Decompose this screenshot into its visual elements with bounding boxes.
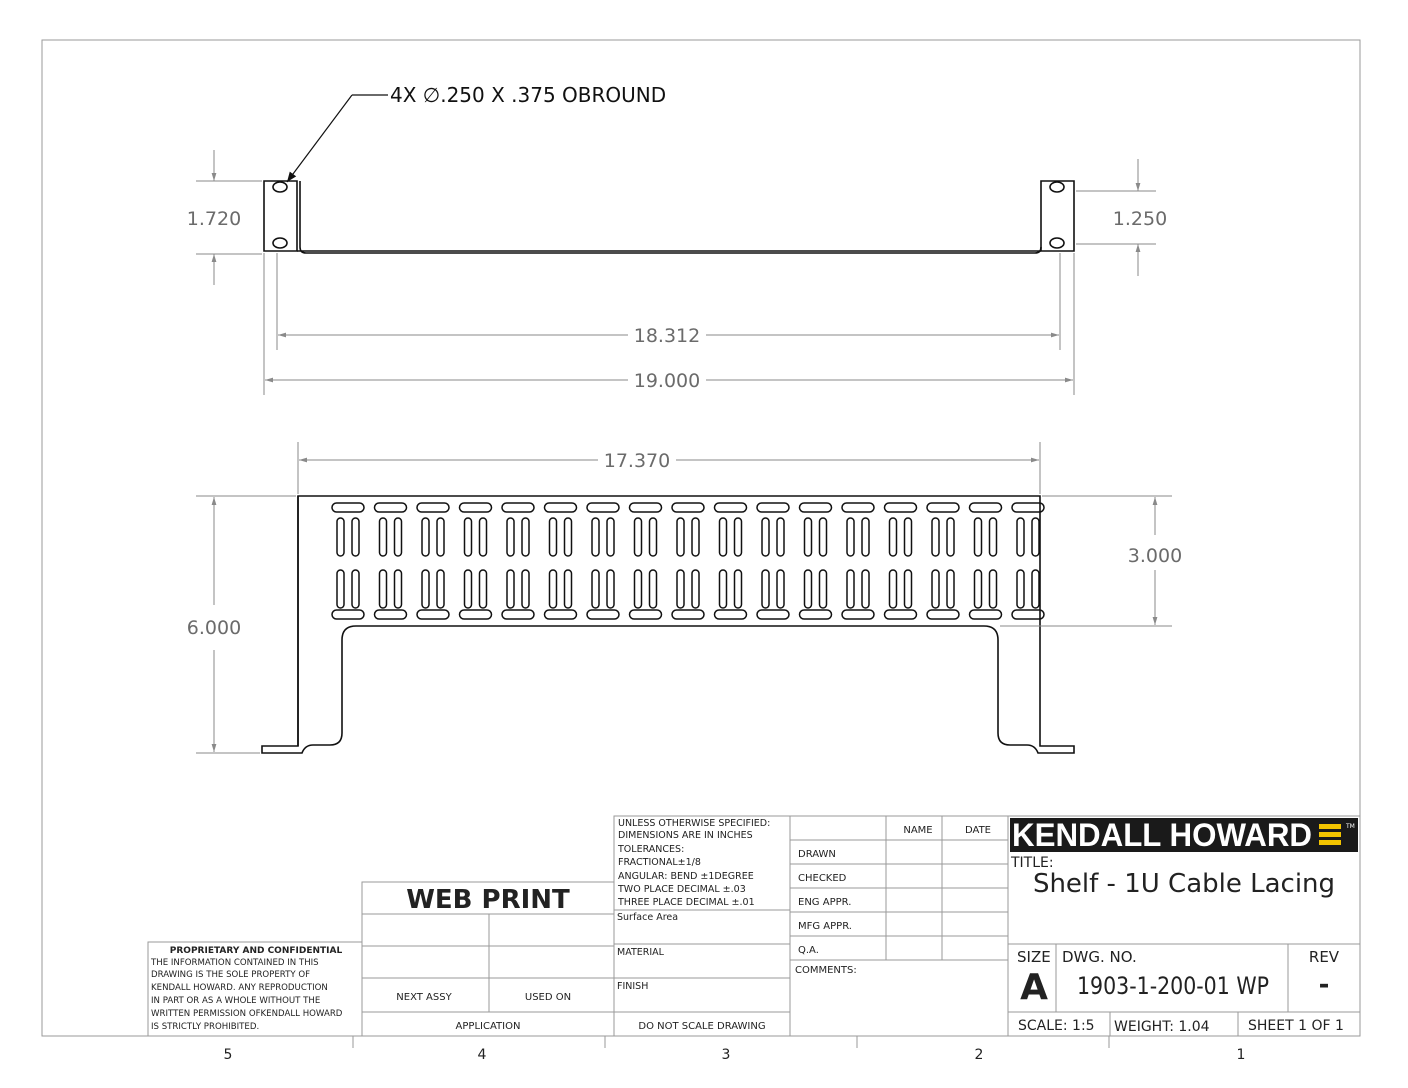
vertical-slot xyxy=(847,518,854,556)
vertical-slot xyxy=(437,570,444,608)
title-label: TITLE: xyxy=(1011,855,1054,871)
name-header: NAME xyxy=(903,825,933,836)
used-on-label: USED ON xyxy=(524,992,572,1003)
vertical-slot xyxy=(650,570,657,608)
vertical-slot xyxy=(550,518,557,556)
vertical-slot xyxy=(847,570,854,608)
horizontal-slot xyxy=(970,503,1002,512)
tolerance-line: UNLESS OTHERWISE SPECIFIED: xyxy=(618,818,771,829)
vertical-slot xyxy=(890,518,897,556)
company-name: KENDALL HOWARD xyxy=(1012,817,1312,853)
horizontal-slot xyxy=(715,503,747,512)
surface-area-label: Surface Area xyxy=(617,912,679,923)
horizontal-slot xyxy=(460,503,492,512)
horizontal-slot xyxy=(332,610,364,619)
proprietary-line: IS STRICTLY PROHIBITED. xyxy=(151,1022,260,1032)
vertical-slot xyxy=(975,518,982,556)
vertical-slot xyxy=(380,518,387,556)
vertical-slot xyxy=(862,518,869,556)
zone-label: 4 xyxy=(477,1047,487,1063)
horizontal-slot xyxy=(885,610,917,619)
do-not-scale-label: DO NOT SCALE DRAWING xyxy=(638,1021,766,1032)
vertical-slot xyxy=(947,518,954,556)
horizontal-slot xyxy=(672,503,704,512)
vertical-slot xyxy=(932,570,939,608)
proprietary-line: WRITTEN PERMISSION OFKENDALL HOWARD xyxy=(151,1009,343,1019)
horizontal-slot xyxy=(587,610,619,619)
material-label: MATERIAL xyxy=(617,947,664,958)
vertical-slot xyxy=(635,570,642,608)
vertical-slot xyxy=(975,570,982,608)
vertical-slot xyxy=(352,518,359,556)
vertical-slot xyxy=(805,518,812,556)
horizontal-slot xyxy=(587,503,619,512)
weight-label: WEIGHT: 1.04 xyxy=(1114,1019,1210,1035)
trademark: TM xyxy=(1346,823,1355,830)
sheet-size: A xyxy=(1020,967,1048,1008)
title-block xyxy=(148,816,1360,1036)
horizontal-slot xyxy=(545,503,577,512)
vertical-slot xyxy=(692,570,699,608)
horizontal-slot xyxy=(885,503,917,512)
scale-label: SCALE: 1:5 xyxy=(1018,1018,1095,1034)
vertical-slot xyxy=(820,570,827,608)
approval-row-label: MFG APPR. xyxy=(798,921,852,932)
callout-leader xyxy=(287,95,352,182)
horizontal-slot xyxy=(715,610,747,619)
vertical-slot xyxy=(422,570,429,608)
approval-row-label: DRAWN xyxy=(798,849,836,860)
horizontal-slot xyxy=(417,503,449,512)
front-panel-outline xyxy=(262,496,1074,753)
vertical-slot xyxy=(422,518,429,556)
vertical-slot xyxy=(592,518,599,556)
proprietary-line: KENDALL HOWARD. ANY REPRODUCTION xyxy=(151,983,328,993)
horizontal-slot xyxy=(502,503,534,512)
left-ear-hole-bottom xyxy=(273,238,287,248)
vertical-slot xyxy=(507,518,514,556)
vertical-slot xyxy=(465,570,472,608)
next-assy-label: NEXT ASSY xyxy=(396,992,452,1003)
vertical-slot xyxy=(635,518,642,556)
horizontal-slot xyxy=(417,610,449,619)
horizontal-slot xyxy=(927,610,959,619)
vertical-slot xyxy=(947,570,954,608)
horizontal-slot xyxy=(375,610,407,619)
right-ear-hole-top xyxy=(1050,182,1064,192)
proprietary-heading: PROPRIETARY AND CONFIDENTIAL xyxy=(169,946,343,956)
vertical-slot xyxy=(352,570,359,608)
horizontal-slot xyxy=(842,610,874,619)
vertical-slot xyxy=(437,518,444,556)
horizontal-slot xyxy=(970,610,1002,619)
zone-label: 2 xyxy=(974,1047,984,1063)
tolerance-line: THREE PLACE DECIMAL ±.01 xyxy=(618,897,755,908)
logo-bar-icon xyxy=(1319,832,1341,837)
vertical-slot xyxy=(1017,570,1024,608)
horizontal-slot xyxy=(375,503,407,512)
vertical-slot xyxy=(805,570,812,608)
proprietary-line: THE INFORMATION CONTAINED IN THIS xyxy=(151,958,319,968)
vertical-slot xyxy=(607,518,614,556)
vertical-slot xyxy=(990,570,997,608)
vertical-slot xyxy=(607,570,614,608)
tolerance-line: FRACTIONAL±1/8 xyxy=(618,857,701,868)
tolerance-line: ANGULAR: BEND ±1DEGREE xyxy=(618,871,754,882)
vertical-slot xyxy=(380,570,387,608)
web-print-label: WEB PRINT xyxy=(406,885,570,915)
logo-bar-icon xyxy=(1319,824,1341,829)
sheet-number: SHEET 1 OF 1 xyxy=(1248,1018,1344,1034)
vertical-slot xyxy=(1017,518,1024,556)
vertical-slot xyxy=(735,570,742,608)
vertical-slot xyxy=(480,518,487,556)
drawing-number: 1903-1-200-01 WP xyxy=(1077,972,1269,1000)
tolerance-line: DIMENSIONS ARE IN INCHES xyxy=(618,830,753,841)
tolerance-line: TOLERANCES: xyxy=(618,844,685,855)
comments-label: COMMENTS: xyxy=(795,965,857,976)
zone-label: 3 xyxy=(721,1047,731,1063)
top-view xyxy=(187,83,1167,395)
vertical-slot xyxy=(550,570,557,608)
dim-right-height: 1.250 xyxy=(1112,208,1168,230)
vertical-slot xyxy=(465,518,472,556)
vertical-slot xyxy=(777,570,784,608)
vertical-slot xyxy=(507,570,514,608)
tolerance-line: TWO PLACE DECIMAL ±.03 xyxy=(618,884,746,895)
shelf-body-edge xyxy=(297,181,1041,253)
dwg-no-label: DWG. NO. xyxy=(1062,948,1137,966)
horizontal-slot xyxy=(757,610,789,619)
vertical-slot xyxy=(650,518,657,556)
horizontal-slot xyxy=(545,610,577,619)
vertical-slot xyxy=(592,570,599,608)
revision: - xyxy=(1318,970,1330,1000)
lacing-slots xyxy=(332,503,1044,619)
vertical-slot xyxy=(735,518,742,556)
vertical-slot xyxy=(522,518,529,556)
vertical-slot xyxy=(480,570,487,608)
horizontal-slot xyxy=(502,610,534,619)
date-header: DATE xyxy=(964,825,992,836)
finish-label: FINISH xyxy=(617,981,649,992)
vertical-slot xyxy=(762,518,769,556)
vertical-slot xyxy=(862,570,869,608)
left-ear-hole-top xyxy=(273,182,287,192)
dim-front-height: 6.000 xyxy=(186,617,242,639)
rev-label: REV xyxy=(1308,948,1340,966)
vertical-slot xyxy=(522,570,529,608)
zone-markers xyxy=(224,1036,1246,1063)
horizontal-slot xyxy=(672,610,704,619)
horizontal-slot xyxy=(332,503,364,512)
drawing-title: Shelf - 1U Cable Lacing xyxy=(1032,869,1336,899)
vertical-slot xyxy=(720,570,727,608)
vertical-slot xyxy=(677,570,684,608)
vertical-slot xyxy=(1032,570,1039,608)
vertical-slot xyxy=(565,518,572,556)
horizontal-slot xyxy=(630,503,662,512)
hole-callout: 4X ∅.250 X .375 OBROUND xyxy=(390,83,667,107)
vertical-slot xyxy=(395,518,402,556)
zone-label: 1 xyxy=(1236,1047,1246,1063)
vertical-slot xyxy=(762,570,769,608)
horizontal-slot xyxy=(800,503,832,512)
dim-slot-band-height: 3.000 xyxy=(1127,545,1183,567)
proprietary-line: DRAWING IS THE SOLE PROPERTY OF xyxy=(151,970,311,980)
size-label: SIZE xyxy=(1017,948,1051,966)
dim-inner-width: 18.312 xyxy=(633,325,701,347)
vertical-slot xyxy=(692,518,699,556)
horizontal-slot xyxy=(630,610,662,619)
proprietary-line: IN PART OR AS A WHOLE WITHOUT THE xyxy=(151,996,321,1006)
horizontal-slot xyxy=(927,503,959,512)
horizontal-slot xyxy=(460,610,492,619)
approval-row-label: ENG APPR. xyxy=(798,897,852,908)
horizontal-slot xyxy=(842,503,874,512)
zone-label: 5 xyxy=(223,1047,233,1063)
dim-front-width: 17.370 xyxy=(603,450,671,472)
approval-row-label: CHECKED xyxy=(798,873,847,884)
vertical-slot xyxy=(1032,518,1039,556)
front-view xyxy=(187,442,1182,753)
vertical-slot xyxy=(820,518,827,556)
vertical-slot xyxy=(932,518,939,556)
approval-row-label: Q.A. xyxy=(798,945,819,956)
vertical-slot xyxy=(890,570,897,608)
vertical-slot xyxy=(395,570,402,608)
vertical-slot xyxy=(990,518,997,556)
dim-overall-width: 19.000 xyxy=(633,370,701,392)
vertical-slot xyxy=(337,518,344,556)
vertical-slot xyxy=(905,518,912,556)
vertical-slot xyxy=(337,570,344,608)
logo-bar-icon xyxy=(1319,840,1341,845)
horizontal-slot xyxy=(757,503,789,512)
vertical-slot xyxy=(777,518,784,556)
horizontal-slot xyxy=(800,610,832,619)
right-ear-hole-bottom xyxy=(1050,238,1064,248)
application-label: APPLICATION xyxy=(455,1021,521,1032)
dim-left-height: 1.720 xyxy=(186,208,242,230)
vertical-slot xyxy=(677,518,684,556)
vertical-slot xyxy=(905,570,912,608)
vertical-slot xyxy=(720,518,727,556)
vertical-slot xyxy=(565,570,572,608)
